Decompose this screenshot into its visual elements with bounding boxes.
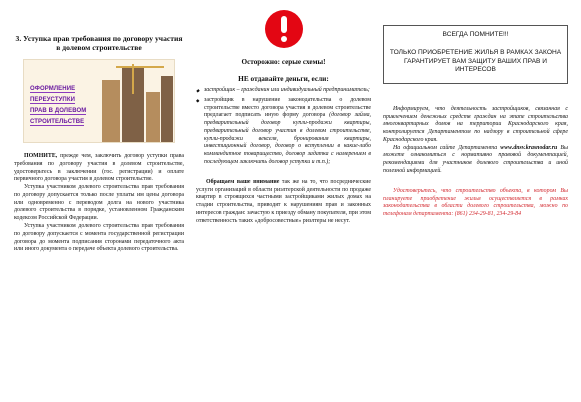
- warning-bullet: ◆ застройщик в нарушение законодательства о долевом строительстве вместо договора участия в долевом строительстве предлагает подписать иную форму договора (договор займа, предварительный договор купли-продажи квартиры, предварительный договор участия в долевом строительстве, купли-продажи векселя, бронирования квартиры, инвестиционный договор, договор о вступлении в какие-либо коммандитное товарищество, договор задатка с намерением в последующем заключить договор уступки и т.п.);: [196, 97, 371, 167]
- paragraph-assignment-payment: Уступка участником долевого строительства прав требования по договору допускается только после уплаты им цены договора или одновременно с переводом долга на нового участника долевого строительства в порядке, установленном Гражданским кодексом Российской Федерации.: [14, 184, 184, 222]
- reminder-box: [383, 25, 568, 84]
- paragraph-website: На официальном сайте Департамента www.dnsv.krasnodar.ru Вы можете ознакомиться с нормативно правовой документацией, рекомендациями для участников долевого строительства и иной полезной информацией.: [383, 144, 568, 174]
- paragraph-realtors: Обращаем ваше внимание так же на то, что посреднические услуги организаций в области риэлтерской деятельности по продаже квартир в строящихся частными застройщиками жилых домах на стадии строительства, приводят к нарушениям прав и законных интересов граждан: зачастую к приезду обману покупателя, при этом ответственность таких «добросовестные» риэлтеры не несут.: [196, 178, 372, 224]
- reminder-title: ВСЕГДА ПОМНИТЕ!!!: [442, 31, 509, 38]
- building-shape: [161, 76, 173, 142]
- building-shape: [102, 80, 120, 142]
- column-info: [383, 25, 568, 219]
- column-warnings: [196, 10, 371, 226]
- paragraph-phones: Удостоверьтесь, что строительство объекта, в котором Вы планируете приобретение жилья осуществляется в рамках законодательства в области долевого строительства, можно по телефонам департамента: (861) 234-29-81, 234-29-84: [383, 187, 568, 218]
- banner-line-1: ОФОРМЛЕНИЕ: [30, 85, 76, 92]
- warning-heading: Осторожно: серые схемы!: [241, 58, 326, 66]
- warning-subheading: НЕ отдавайте деньги, если:: [238, 74, 329, 83]
- paragraph-assignment-registration: Уступка участником долевого строительства прав требования по договору допускается с момента государственной регистрации договора до момента подписания сторонами передаточного акта или иного документа о передаче объекта долевого строительства.: [14, 223, 184, 253]
- crane-shape: [132, 64, 134, 94]
- paragraph-department: Информируем, что деятельность застройщиков, связанная с привлечением денежных средств граждан на этапе строительства многоквартирных домов на территории Краснодарского края, контролируется Департаментом по надзору в строительной сфере Краснодарского края.: [383, 105, 568, 143]
- warning-bullet: ◆ застройщик – гражданин или индивидуальный предприниматель;: [196, 87, 371, 95]
- banner-line-3: ПРАВ В ДОЛЕВОМ: [30, 107, 87, 114]
- crane-shape: [116, 66, 164, 68]
- banner-line-4: СТРОИТЕЛЬСТВЕ: [30, 118, 85, 125]
- column-assignment: [14, 34, 184, 254]
- paragraph-remember: ПОМНИТЕ, прежде чем, заключить договор уступки права требования по договору участия в долевом строительстве, удостоверьтесь в заключении (гос. регистрации) и оплате первичного договора участия в долевом строительстве.: [14, 152, 184, 183]
- banner-line-2: ПЕРЕУСТУПКИ: [30, 96, 76, 103]
- construction-banner: [23, 59, 175, 143]
- website-link[interactable]: www.dnsv.krasnodar.ru: [500, 144, 558, 151]
- exclamation-icon: [265, 10, 303, 48]
- building-shape: [146, 92, 160, 142]
- section-title: 3. Уступка прав требования по договору участия в долевом строительстве: [15, 34, 183, 53]
- reminder-text: ТОЛЬКО ПРИОБРЕТЕНИЕ ЖИЛЬЯ В РАМКАХ ЗАКОНА ГАРАНТИРУЕТ ВАМ ЗАЩИТУ ВАШИХ ПРАВ И ИНТЕРЕСОВ: [389, 49, 562, 74]
